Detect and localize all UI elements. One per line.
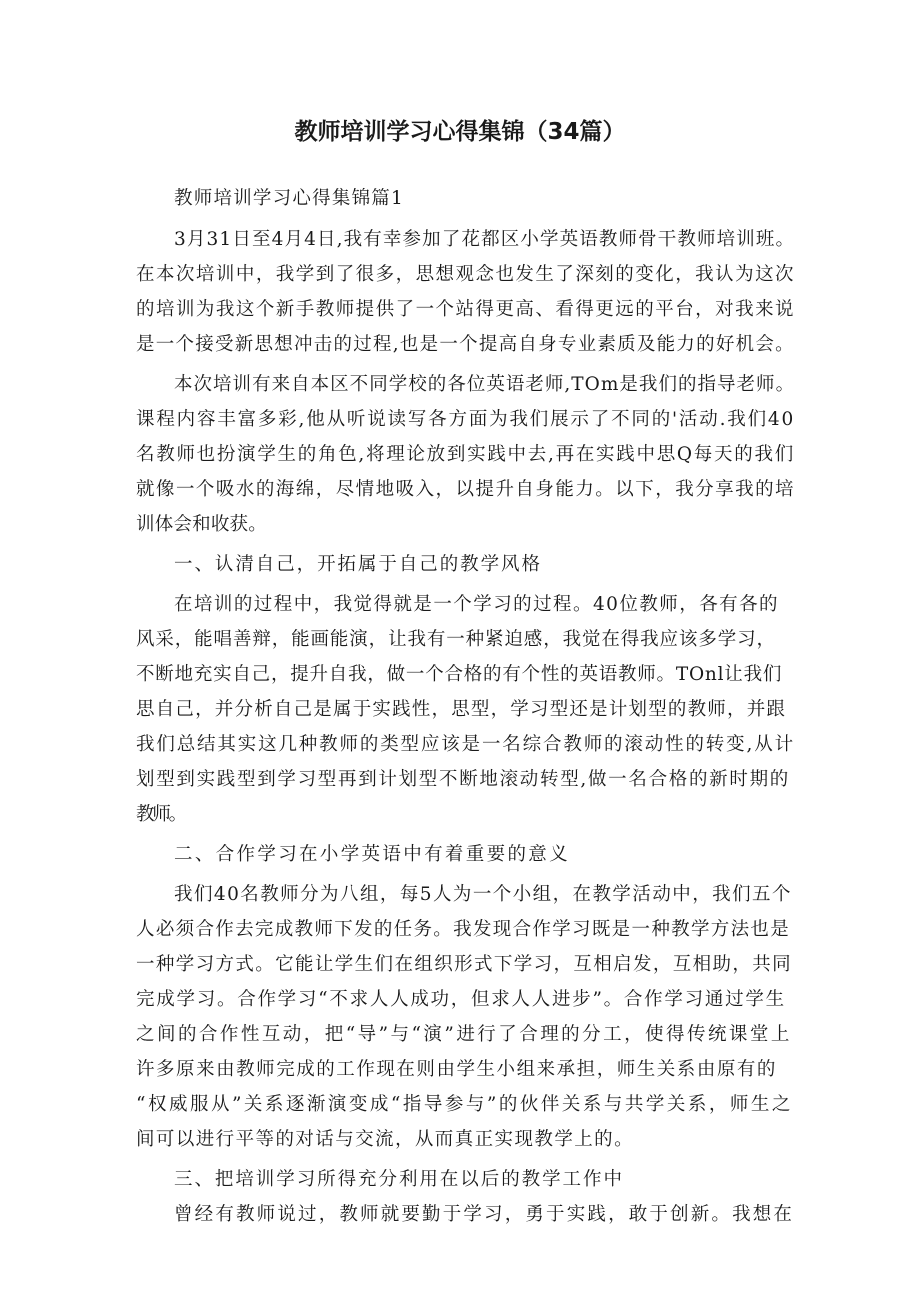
text-line: 间可以进行平等的对话与交流，从而真正实现教学上的。 xyxy=(136,1129,635,1150)
text-line: 教师培训学习心得集锦篇1 xyxy=(174,188,405,209)
text-line: 许多原来由教师完成的工作现在则由学生小组来承担，师生关系由原有的 xyxy=(136,1059,777,1080)
text-line: 一种学习方式。它能让学生们在组织形式下学习，互相启发，互相助，共同 xyxy=(136,954,793,975)
text-line: 不断地充实自己，提升自我，做一个合格的有个性的英语教师。TOnl让我们 xyxy=(136,664,783,685)
text-line: 思自己，并分析自己是属于实践性，思型，学习型还是计划型的教师，并跟 xyxy=(136,699,787,720)
text-line: 的培训为我这个新手教师提供了一个站得更高、看得更远的平台，对我来说 xyxy=(136,299,796,320)
text-line: 曾经有教师说过，教师就要勤于学习，勇于实践，敢于创新。我想在 xyxy=(174,1204,795,1225)
text-line: 本次培训有来自本区不同学校的各位英语老师,TOm是我们的指导老师。 xyxy=(174,374,796,395)
text-line: 名教师也扮演学生的角色,将理论放到实践中去,再在实践中思Q每天的我们 xyxy=(136,444,795,465)
text-line: 是一个接受新思想冲击的过程,也是一个提高自身专业素质及能力的好机会。 xyxy=(136,334,795,355)
text-line: 之间的合作性互动，把“导”与“演”进行了合理的分工，使得传统课堂上 xyxy=(136,1024,792,1045)
text-line: 在培训的过程中，我觉得就是一个学习的过程。40位教师，各有各的 xyxy=(174,594,779,615)
text-line: 在本次培训中，我学到了很多，思想观念也发生了深刻的变化，我认为这次 xyxy=(136,264,796,285)
text-line: 人必须合作去完成教师下发的任务。我发现合作学习既是一种教学方法也是 xyxy=(136,919,791,940)
text-line: 我们总结其实这几种教师的类型应该是一名综合教师的滚动性的转变,从计 xyxy=(136,734,795,755)
text-line: 划型到实践型到学习型再到计划型不断地滚动转型,做一名合格的新时期的 xyxy=(136,769,790,790)
text-line: 课程内容丰富多彩,他从听说读写各方面为我们展示了不同的'活动.我们40 xyxy=(136,409,796,430)
text-line: 风采，能唱善辩，能画能演，让我有一种紧迫感，我觉在得我应该多学习， xyxy=(136,629,776,650)
text-line: 教师。 xyxy=(136,804,185,825)
text-line: 就像一个吸水的海绵，尽情地吸入，以提升自身能力。以下，我分享我的培 xyxy=(136,479,796,500)
text-line: 完成学习。合作学习“不求人人成功，但求人人进步”。合作学习通过学生 xyxy=(136,989,786,1010)
document-title: 教师培训学习心得集锦（34篇） xyxy=(294,119,626,145)
text-line: 3月31日至4月4日,我有幸参加了花都区小学英语教师骨干教师培训班。 xyxy=(174,229,796,250)
text-line: “权威服从”关系逐渐演变成“指导参与”的伙伴关系与共学关系，师生之 xyxy=(136,1094,793,1115)
text-line: 我们40名教师分为八组，每5人为一个小组，在教学活动中，我们五个 xyxy=(174,884,792,905)
text-line: 二、合作学习在小学英语中有着重要的意义 xyxy=(174,844,570,865)
text-line: 训体会和收获。 xyxy=(136,514,267,535)
text-line: 三、把培训学习所得充分利用在以后的教学工作中 xyxy=(174,1169,624,1190)
text-line: 一、认清自己，开拓属于自己的教学风格 xyxy=(174,554,542,575)
